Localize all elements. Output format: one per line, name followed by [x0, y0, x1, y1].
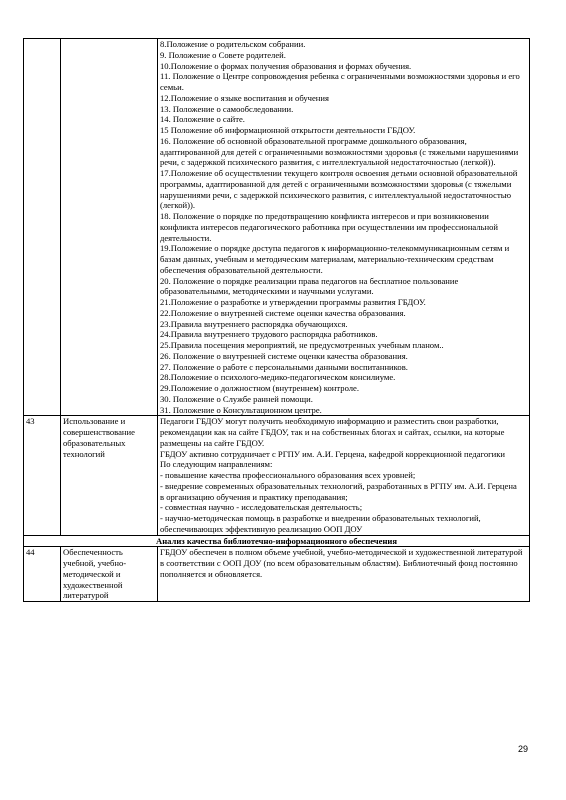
document-table — [23, 38, 530, 602]
list-item: 20. Положение о порядке реализации права педагогов на бесплатное пользование образовательными, методическими и научными услугами. — [160, 275, 459, 297]
list-item: 14. Положение о сайте. — [160, 114, 245, 125]
section-heading: Анализ качества библиотечно-информационного обеспечения — [24, 535, 530, 547]
list-item: 12.Положение о языке воспитания и обучения — [160, 92, 329, 103]
paragraph: в организацию обучения и практику преподавания; — [160, 491, 348, 502]
paragraph: ГБДОУ обеспечен в полном объеме учебной, учебно-методической и художественной литературой в соответствии с ООП ДОУ (по всем образовательным областям). Библиотечный фонд постоянно пополняется и обновляется. — [160, 547, 523, 579]
paragraph: По следующим направлениям: — [160, 459, 273, 470]
paragraph: - внедрение современных образовательных технологий, разработанных в РГПУ им. А.И. Герцена — [160, 480, 517, 491]
row-title: Использование и совершенствование образовательных технологий — [61, 416, 158, 535]
list-item: 17.Положение об осуществлении текущего контроля освоения детьми основной образовательной программы, адаптированной для детей с ограниченными возможностями здоровья (с тяжелыми нарушениями речи, с задержкой психического развития, с интеллектуальной недостаточностью (легкой)). — [160, 168, 518, 211]
table-row — [24, 547, 530, 602]
list-item: 24.Правила внутреннего трудового распорядка работников. — [160, 329, 378, 340]
list-item: 22.Положение о внутренней системе оценки качества образования. — [160, 307, 406, 318]
list-item: 16. Положение об основной образовательной программе дошкольного образования, адаптированной для детей с ограниченными возможностями здоровья (с тяжелыми нарушениями речи, с задержкой психического развития, с интеллектуальной недостаточностью (легкой)). — [160, 135, 519, 168]
row-title: Обеспеченность учебной, учебно-методической и художественной литературой — [61, 547, 158, 602]
table-row — [24, 535, 530, 547]
list-item: 19.Положение о порядке доступа педагогов к информационно-телекоммуникационным сетям и базам данных, учебным и методическим материалам, материально-техническим средствам обеспечения образовательной деятельности. — [160, 243, 510, 275]
row-content — [158, 416, 530, 535]
list-item: 18. Положение о порядке по предотвращению конфликта интересов и при возникновении конфликта интересов педагогического работника при осуществлении им профессиональной деятельности. — [160, 211, 499, 243]
row-content — [158, 547, 530, 602]
table-row — [24, 39, 530, 416]
list-item: 21.Положение о разработке и утверждении программы развития ГБДОУ. — [160, 297, 426, 307]
paragraph: обеспечивающих эффективную реализацию ООП ДОУ — [160, 523, 363, 534]
paragraph: - научно-методическая помощь в разработке и внедрении образовательных технологий, — [160, 513, 481, 523]
paragraph: Педагоги ГБДОУ могут получить необходимую информацию и разместить свои разработки, — [160, 416, 499, 427]
table-row — [24, 416, 530, 535]
regulations-list — [158, 39, 530, 416]
list-item: 26. Положение о внутренней системе оценки качества образования. — [160, 350, 408, 361]
list-item: 30. Положение о Службе ранней помощи. — [160, 393, 313, 404]
row-title — [61, 39, 158, 416]
list-item: 23.Правила внутреннего распорядка обучающихся. — [160, 318, 348, 329]
list-item: 25.Правила посещения мероприятий, не предусмотренных учебным планом.. — [160, 340, 444, 350]
paragraph: рекомендации как на сайте ГБДОУ, так и на собственных блогах и сайтах, ссылки, на которые размещены на сайте ГБДОУ. — [160, 427, 505, 448]
list-item: 31. Положение о Консультационном центре. — [160, 404, 322, 415]
list-item: 13. Положение о самообследовании. — [160, 103, 294, 114]
list-item: 8.Положение о родительском собрании. — [160, 39, 306, 49]
list-item: 11. Положение о Центре сопровождения ребенка с ограниченными возможностями здоровья и его семьи. — [160, 71, 520, 92]
row-number: 44 — [24, 547, 61, 602]
paragraph: ГБДОУ активно сотрудничает с РГПУ им. А.И. Герцена, кафедрой коррекционной педагогики — [160, 448, 506, 459]
paragraph: - повышение качества профессионального образования всех уровней; — [160, 470, 416, 480]
row-number: 43 — [24, 416, 61, 535]
list-item: 27. Положение о работе с персональными данными воспитанников. — [160, 361, 408, 372]
list-item: 29.Положение о должностном (внутреннем) контроле. — [160, 383, 360, 393]
page-number: 29 — [518, 744, 529, 754]
list-item: 28.Положение о психолого-медико-педагогическом консилиуме. — [160, 372, 396, 383]
row-number — [24, 39, 61, 416]
list-item: 10.Положение о формах получения образования и формах обучения. — [160, 60, 412, 71]
list-item: 15 Положение об информационной открытости деятельности ГБДОУ. — [160, 125, 416, 135]
list-item: 9. Положение о Совете родителей. — [160, 49, 286, 60]
paragraph: - совместная научно - исследовательская деятельность; — [160, 502, 363, 513]
